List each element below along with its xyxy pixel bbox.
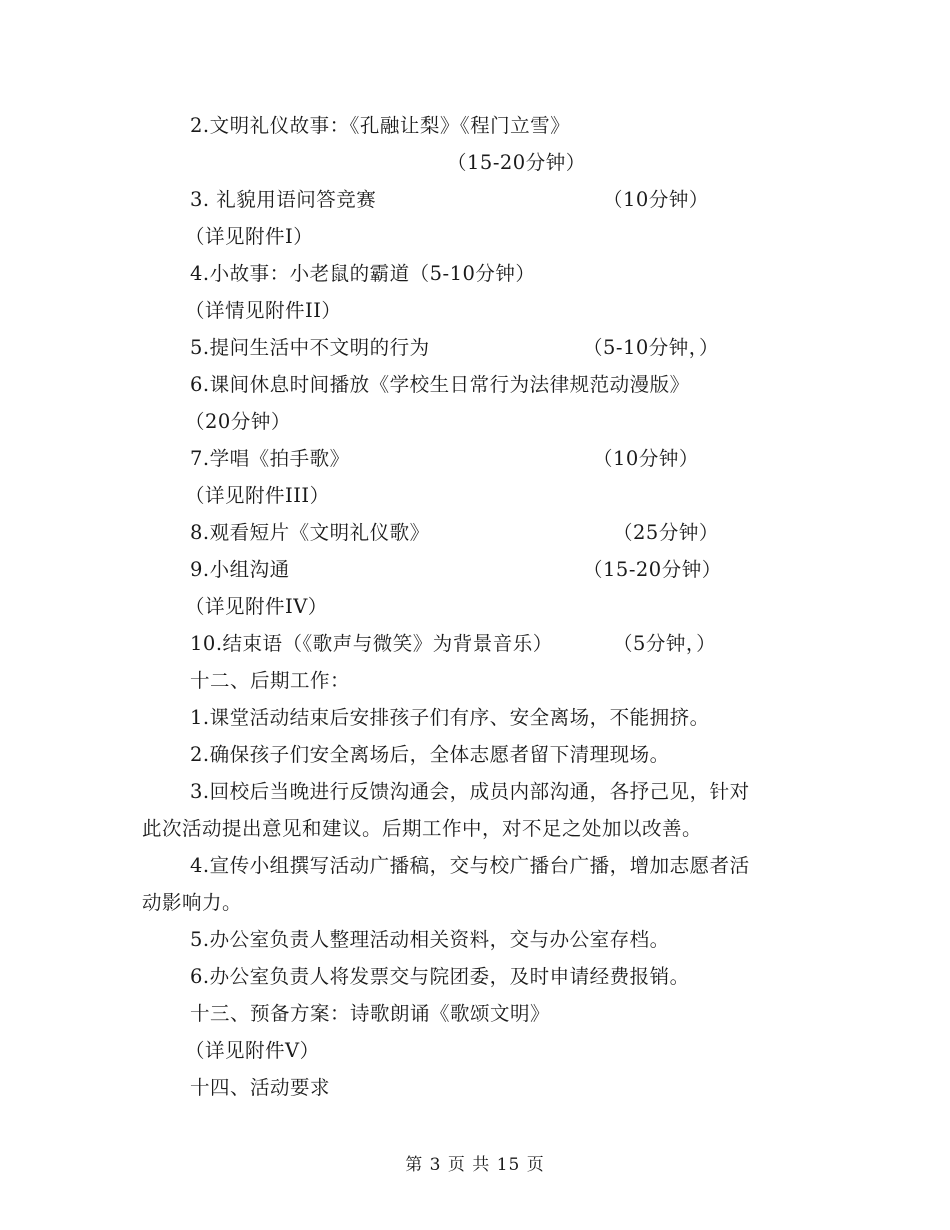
item-break-video: 6.课间休息时间播放《学校生日常行为法律规范动漫版》	[190, 373, 690, 396]
item-closing-remarks: 10.结束语（《歌声与微笑》为背景音乐）	[190, 632, 553, 655]
item-duration: （25分钟）	[613, 521, 719, 544]
item-duration: （5-10分钟，）	[583, 336, 720, 359]
appendix-note: （详见附件I）	[185, 225, 314, 248]
item-duration: （10分钟）	[593, 447, 699, 470]
followup-item-6: 6.办公室负责人将发票交与院团委，及时申请经费报销。	[190, 965, 690, 988]
followup-item-2: 2.确保孩子们安全离场后，全体志愿者留下清理现场。	[190, 743, 670, 766]
followup-item-3-continued: 此次活动提出意见和建议。后期工作中，对不足之处加以改善。	[142, 817, 703, 840]
followup-item-4-continued: 动影响力。	[142, 891, 243, 914]
item-clapping-song: 7.学唱《拍手歌》	[190, 447, 350, 470]
item-uncivil-behavior-questions: 5.提问生活中不文明的行为	[190, 336, 430, 359]
followup-item-4: 4.宣传小组撰写活动广播稿，交与校广播台广播，增加志愿者活	[190, 854, 750, 877]
section-heading-backup-plan: 十三、预备方案：诗歌朗诵《歌颂文明》	[190, 1002, 551, 1025]
section-heading-requirements: 十四、活动要求	[190, 1076, 331, 1099]
section-heading-followup: 十二、后期工作：	[190, 669, 351, 692]
followup-item-3: 3.回校后当晚进行反馈沟通会，成员内部沟通，各抒己见，针对	[190, 780, 750, 803]
item-polite-quiz: 3. 礼貌用语问答竞赛	[190, 188, 377, 211]
appendix-note: （详见附件V）	[185, 1039, 320, 1062]
appendix-note: （详见附件III）	[185, 484, 330, 507]
appendix-note: （详见附件IV）	[185, 595, 328, 618]
item-duration: （15-20分钟）	[583, 558, 722, 581]
item-duration: （10分钟）	[603, 188, 709, 211]
followup-item-1: 1.课堂活动结束后安排孩子们有序、安全离场，不能拥挤。	[190, 706, 710, 729]
item-duration: （15-20分钟）	[447, 151, 586, 174]
item-duration: （5分钟，）	[613, 632, 717, 655]
item-duration: （20分钟）	[185, 410, 291, 433]
appendix-note: （详情见附件II）	[185, 299, 342, 322]
item-group-discussion: 9.小组沟通	[190, 558, 290, 581]
item-etiquette-stories: 2.文明礼仪故事：《孔融让梨》《程门立雪》	[190, 114, 571, 137]
item-watch-short-film: 8.观看短片《文明礼仪歌》	[190, 521, 430, 544]
item-little-mouse-story: 4.小故事：小老鼠的霸道（5-10分钟）	[190, 262, 536, 285]
page-footer: 第 3 页 共 15 页	[405, 1155, 545, 1175]
followup-item-5: 5.办公室负责人整理活动相关资料，交与办公室存档。	[190, 928, 670, 951]
